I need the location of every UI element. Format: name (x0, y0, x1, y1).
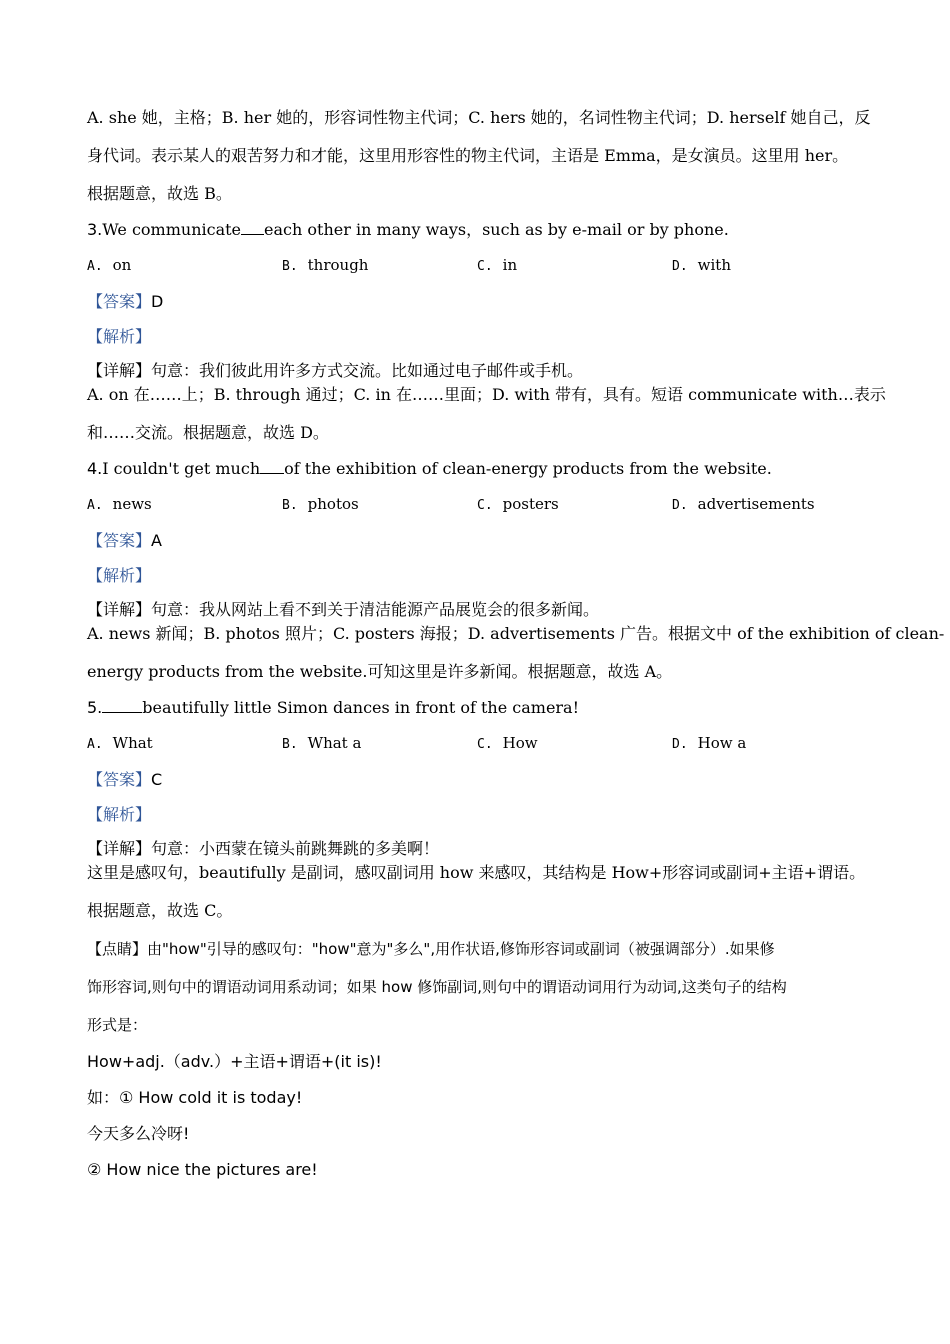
tip-line2: 饰形容词,则句中的谓语动词用系动词；如果 how 修饰副词,则句中的谓语动词用行为动词,这类句子的结构 (87, 978, 787, 996)
q5-tip (87, 930, 867, 1044)
q3-analysis (87, 327, 867, 347)
q3-answer (87, 292, 867, 312)
q5-explanation (87, 854, 867, 930)
q5-blank (102, 698, 142, 713)
q5-analysis (87, 805, 867, 825)
q4-blank (260, 459, 284, 474)
q3-explanation (87, 376, 886, 452)
q5-option-b (282, 733, 477, 755)
q5-examples (87, 1044, 867, 1188)
q2-expl-line2: 身代词。表示某人的艰苦努力和才能，这里用形容性的物主代词，主语是 Emma，是女演员。这里用 her。 (87, 146, 849, 165)
q4-expl-line1: A. news 新闻；B. photos 照片；C. posters 海报；D. advertisements 广告。根据文中 of the exhibition of clean- (87, 624, 945, 643)
q4-answer (87, 531, 867, 551)
q5-expl-line1: 这里是感叹句，beautifully 是副词，感叹副词用 how 来感叹，其结构是 How+形容词或副词+主语+谓语。 (87, 863, 866, 882)
q3-number: 3. (87, 220, 103, 239)
q4-number: 4. (87, 459, 103, 478)
q3-stem (87, 220, 867, 240)
tip-line1-text: 由"how"引导的感叹句："how"意为"多么",用作状语,修饰形容词或副词（被强调部分）.如果修 (147, 940, 775, 958)
q4-option-b (282, 494, 477, 516)
q3-blank (241, 220, 264, 235)
option-letter: C. (477, 498, 493, 513)
option-text: What a (307, 734, 362, 752)
q4-options (87, 494, 867, 516)
q5-number: 5. (87, 698, 103, 717)
option-text: What (112, 734, 153, 752)
answer-tag: 【答案】 (87, 292, 152, 311)
q5-answer (87, 770, 867, 790)
tip-line3: 形式是： (87, 1016, 148, 1034)
option-text: How a (697, 734, 747, 752)
answer-value: A (151, 531, 162, 550)
q4-explanation (87, 615, 945, 691)
option-letter: A. (87, 259, 103, 274)
option-text: photos (307, 495, 359, 513)
option-letter: B. (282, 498, 298, 513)
example-2: ② How nice the pictures are! (87, 1160, 318, 1179)
detail-tag: 【详解】 (87, 839, 152, 858)
q5-option-d (672, 733, 867, 755)
detail-text: 句意：小西蒙在镜头前跳舞跳的多美啊！ (151, 839, 440, 858)
q5-option-c (477, 733, 672, 755)
option-text: posters (502, 495, 559, 513)
q4-stem-a: I couldn't get much (102, 459, 261, 478)
q4-stem-b: of the exhibition of clean-energy products from the website. (284, 459, 772, 478)
option-letter: D. (672, 498, 688, 513)
q5-options (87, 733, 867, 755)
answer-value: C (151, 770, 163, 789)
q4-analysis (87, 566, 867, 586)
detail-tag: 【详解】 (87, 361, 152, 380)
document-page (87, 108, 945, 1188)
option-text: news (112, 495, 152, 513)
detail-text: 句意：我们彼此用许多方式交流。比如通过电子邮件或手机。 (151, 361, 584, 380)
q2-explanation (87, 99, 871, 213)
option-letter: D. (672, 259, 688, 274)
analysis-tag: 【解析】 (87, 805, 152, 824)
detail-tag: 【详解】 (87, 600, 152, 619)
q5-expl-line2: 根据题意，故选 C。 (87, 901, 233, 920)
option-text: in (502, 256, 518, 274)
option-letter: C. (477, 259, 493, 274)
formula: How+adj.（adv.）+主语+谓语+(it is)! (87, 1052, 382, 1071)
q3-option-c (477, 255, 672, 277)
q3-option-b (282, 255, 477, 277)
q4-option-c (477, 494, 672, 516)
q3-expl-line1: A. on 在……上；B. through 通过；C. in 在……里面；D. with 带有，具有。短语 communicate with…表示 (87, 385, 886, 404)
q5-option-a (87, 733, 282, 755)
q3-options (87, 255, 867, 277)
option-letter: B. (282, 737, 298, 752)
option-text: How (502, 734, 538, 752)
example-1: 如：① How cold it is today! (87, 1088, 303, 1107)
q2-expl-line1: A. she 她，主格；B. her 她的，形容词性物主代词；C. hers 她的，名词性物主代词；D. herself 她自己，反 (87, 108, 871, 127)
tip-line1 (87, 930, 867, 968)
option-letter: D. (672, 737, 688, 752)
q5-stem (87, 698, 867, 718)
analysis-tag: 【解析】 (87, 566, 152, 585)
q4-option-d (672, 494, 867, 516)
answer-tag: 【答案】 (87, 531, 152, 550)
example-1-translation: 今天多么冷呀! (87, 1124, 190, 1143)
analysis-tag: 【解析】 (87, 327, 152, 346)
q3-option-a (87, 255, 282, 277)
q2-expl-line3: 根据题意，故选 B。 (87, 184, 232, 203)
option-letter: A. (87, 737, 103, 752)
q4-stem (87, 459, 867, 479)
option-letter: B. (282, 259, 298, 274)
q4-expl-line2: energy products from the website.可知这里是许多新闻。根据题意，故选 A。 (87, 662, 673, 681)
option-text: on (112, 256, 132, 274)
tip-tag: 【点睛】 (87, 940, 148, 958)
q5-stem-b: beautifully little Simon dances in front of the camera! (142, 698, 580, 717)
q3-stem-b: each other in many ways，such as by e-mail or by phone. (264, 220, 729, 239)
answer-tag: 【答案】 (87, 770, 152, 789)
option-text: with (697, 256, 731, 274)
option-text: through (307, 256, 369, 274)
q3-option-d (672, 255, 867, 277)
detail-text: 句意：我从网站上看不到关于清洁能源产品展览会的很多新闻。 (151, 600, 600, 619)
option-text: advertisements (697, 495, 815, 513)
q4-option-a (87, 494, 282, 516)
q3-expl-line2: 和……交流。根据题意，故选 D。 (87, 423, 329, 442)
answer-value: D (151, 292, 164, 311)
option-letter: A. (87, 498, 103, 513)
option-letter: C. (477, 737, 493, 752)
q3-stem-a: We communicate (102, 220, 242, 239)
